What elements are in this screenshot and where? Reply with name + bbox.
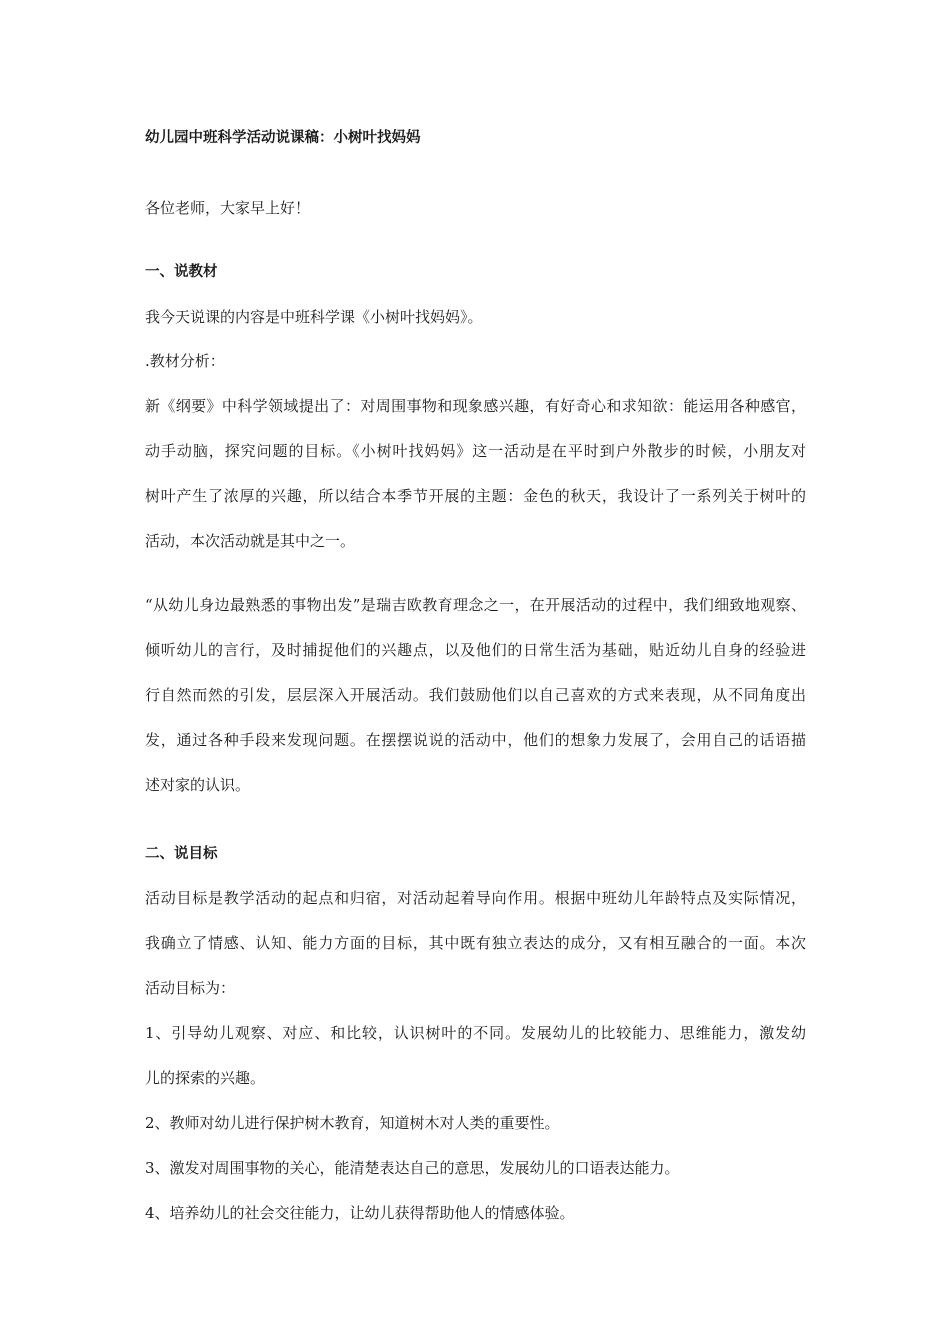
analysis-paragraph-2-line-4: 发，通过各种手段来发现问题。在摆摆说说的活动中，他们的想象力发展了，会用自己的话语描 — [145, 731, 806, 749]
goal-3: 3、激发对周围事物的关心，能清楚表达自己的意思，发展幼儿的口语表达能力。 — [145, 1159, 680, 1177]
analysis-paragraph-2-line-2: 倾听幼儿的言行，及时捕捉他们的兴趣点，以及他们的日常生活为基础，贴近幼儿自身的经验进 — [145, 641, 806, 659]
goals-paragraph-line-3: 活动目标为： — [145, 979, 236, 997]
section-heading-goals: 二、说目标 — [145, 846, 218, 862]
analysis-paragraph-1-line-2: 动手动脑，探究问题的目标。《小树叶找妈妈》这一活动是在平时到户外散步的时候，小朋友对 — [145, 442, 806, 460]
analysis-paragraph-2-line-3: 行自然而然的引发，层层深入开展活动。我们鼓励他们以自己喜欢的方式来表现，从不同角度出 — [145, 686, 806, 704]
goal-1-line-1: 1、引导幼儿观察、对应、和比较，认识树叶的不同。发展幼儿的比较能力、思维能力，激发幼 — [145, 1024, 806, 1042]
goal-1-line-2: 儿的探索的兴趣。 — [145, 1069, 266, 1087]
analysis-paragraph-1-line-3: 树叶产生了浓厚的兴趣，所以结合本季节开展的主题：金色的秋天，我设计了一系列关于树叶的 — [145, 487, 806, 505]
materials-intro: 我今天说课的内容是中班科学课《小树叶找妈妈》。 — [145, 308, 483, 326]
document-title: 幼儿园中班科学活动说课稿：小树叶找妈妈 — [145, 130, 421, 146]
analysis-paragraph-2-line-5: 述对家的认识。 — [145, 776, 251, 794]
goal-2: 2、教师对幼儿进行保护树木教育，知道树木对人类的重要性。 — [145, 1114, 560, 1132]
section-heading-materials: 一、说教材 — [145, 264, 218, 280]
analysis-label: .教材分析： — [145, 352, 225, 370]
goal-4: 4、培养幼儿的社会交往能力，让幼儿获得帮助他人的情感体验。 — [145, 1204, 575, 1222]
goals-paragraph-line-1: 活动目标是教学活动的起点和归宿，对活动起着导向作用。根据中班幼儿年龄特点及实际情况， — [145, 889, 806, 907]
greeting: 各位老师，大家早上好！ — [145, 199, 311, 217]
analysis-paragraph-2-line-1: “从幼儿身边最熟悉的事物出发”是瑞吉欧教育理念之一，在开展活动的过程中，我们细致地观察、 — [145, 596, 806, 614]
goals-paragraph-line-2: 我确立了情感、认知、能力方面的目标，其中既有独立表达的成分，又有相互融合的一面。本次 — [145, 934, 806, 952]
analysis-paragraph-1-line-4: 活动，本次活动就是其中之一。 — [145, 532, 356, 550]
analysis-paragraph-1-line-1: 新《纲要》中科学领域提出了：对周围事物和现象感兴趣，有好奇心和求知欲：能运用各种感官， — [145, 397, 806, 415]
